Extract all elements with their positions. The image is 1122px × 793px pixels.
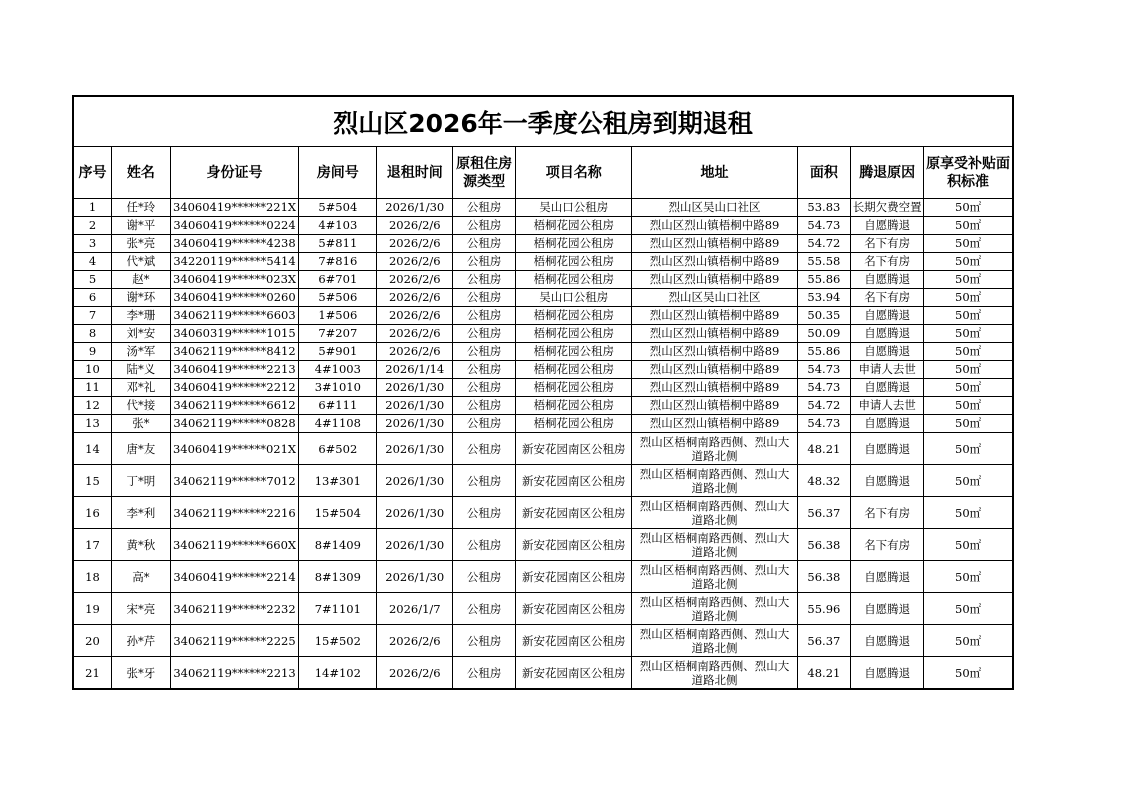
area-cell: 53.83 — [797, 199, 851, 217]
housing-type-cell: 公租房 — [453, 379, 516, 397]
name-cell: 陆*义 — [111, 361, 170, 379]
move-out-date-cell: 2026/2/6 — [377, 235, 453, 253]
housing-type-cell: 公租房 — [453, 561, 516, 593]
housing-type-cell: 公租房 — [453, 235, 516, 253]
name-cell: 唐*友 — [111, 433, 170, 465]
project-name-cell: 梧桐花园公租房 — [516, 253, 632, 271]
area-cell: 53.94 — [797, 289, 851, 307]
row-number: 17 — [73, 529, 111, 561]
subsidy-standard-cell: 50㎡ — [924, 361, 1013, 379]
area-cell: 55.86 — [797, 271, 851, 289]
row-number: 21 — [73, 657, 111, 690]
subsidy-standard-cell: 50㎡ — [924, 529, 1013, 561]
name-cell: 代*接 — [111, 397, 170, 415]
room-number-cell: 1#506 — [299, 307, 377, 325]
subsidy-standard-cell: 50㎡ — [924, 379, 1013, 397]
id-number-cell: 34060419******0224 — [170, 217, 299, 235]
room-number-cell: 5#506 — [299, 289, 377, 307]
id-number-cell: 34062119******2213 — [170, 657, 299, 690]
project-name-cell: 梧桐花园公租房 — [516, 343, 632, 361]
id-number-cell: 34060419******023X — [170, 271, 299, 289]
row-number: 10 — [73, 361, 111, 379]
table-row — [73, 217, 1013, 235]
column-header: 原租住房源类型 — [453, 147, 516, 199]
id-number-cell: 34062119******0828 — [170, 415, 299, 433]
table-row — [73, 465, 1013, 497]
address-cell: 烈山区烈山镇梧桐中路89 — [632, 379, 797, 397]
subsidy-standard-cell: 50㎡ — [924, 497, 1013, 529]
project-name-cell: 吴山口公租房 — [516, 199, 632, 217]
project-name-cell: 梧桐花园公租房 — [516, 379, 632, 397]
area-cell: 50.35 — [797, 307, 851, 325]
reason-cell: 自愿腾退 — [851, 379, 924, 397]
row-number: 14 — [73, 433, 111, 465]
housing-type-cell: 公租房 — [453, 361, 516, 379]
reason-cell: 自愿腾退 — [851, 307, 924, 325]
move-out-date-cell: 2026/1/30 — [377, 497, 453, 529]
housing-type-cell: 公租房 — [453, 217, 516, 235]
reason-cell: 名下有房 — [851, 497, 924, 529]
project-name-cell: 新安花园南区公租房 — [516, 625, 632, 657]
name-cell: 谢*环 — [111, 289, 170, 307]
room-number-cell: 15#502 — [299, 625, 377, 657]
housing-type-cell: 公租房 — [453, 397, 516, 415]
address-cell: 烈山区烈山镇梧桐中路89 — [632, 217, 797, 235]
id-number-cell: 34060419******021X — [170, 433, 299, 465]
project-name-cell: 新安花园南区公租房 — [516, 497, 632, 529]
name-cell: 邓*礼 — [111, 379, 170, 397]
row-number: 12 — [73, 397, 111, 415]
id-number-cell: 34220119******5414 — [170, 253, 299, 271]
move-out-date-cell: 2026/1/30 — [377, 465, 453, 497]
table-row — [73, 625, 1013, 657]
project-name-cell: 新安花园南区公租房 — [516, 657, 632, 690]
table-row — [73, 343, 1013, 361]
move-out-date-cell: 2026/1/30 — [377, 415, 453, 433]
subsidy-standard-cell: 50㎡ — [924, 561, 1013, 593]
reason-cell: 自愿腾退 — [851, 433, 924, 465]
name-cell: 汤*军 — [111, 343, 170, 361]
area-cell: 48.21 — [797, 433, 851, 465]
address-cell: 烈山区烈山镇梧桐中路89 — [632, 415, 797, 433]
room-number-cell: 7#816 — [299, 253, 377, 271]
reason-cell: 自愿腾退 — [851, 325, 924, 343]
rental-table — [72, 95, 1014, 690]
housing-type-cell: 公租房 — [453, 307, 516, 325]
table-row — [73, 235, 1013, 253]
move-out-date-cell: 2026/2/6 — [377, 343, 453, 361]
area-cell: 55.58 — [797, 253, 851, 271]
subsidy-standard-cell: 50㎡ — [924, 465, 1013, 497]
project-name-cell: 梧桐花园公租房 — [516, 361, 632, 379]
subsidy-standard-cell: 50㎡ — [924, 307, 1013, 325]
table-row — [73, 593, 1013, 625]
table-row — [73, 361, 1013, 379]
address-cell: 烈山区梧桐南路西侧、烈山大道路北侧 — [632, 433, 797, 465]
column-header: 退租时间 — [377, 147, 453, 199]
area-cell: 55.86 — [797, 343, 851, 361]
row-number: 20 — [73, 625, 111, 657]
reason-cell: 名下有房 — [851, 253, 924, 271]
address-cell: 烈山区烈山镇梧桐中路89 — [632, 271, 797, 289]
name-cell: 张*牙 — [111, 657, 170, 690]
area-cell: 56.37 — [797, 625, 851, 657]
table-row — [73, 657, 1013, 690]
reason-cell: 自愿腾退 — [851, 465, 924, 497]
address-cell: 烈山区梧桐南路西侧、烈山大道路北侧 — [632, 497, 797, 529]
id-number-cell: 34060419******2214 — [170, 561, 299, 593]
spreadsheet — [72, 95, 1014, 690]
area-cell: 54.73 — [797, 361, 851, 379]
subsidy-standard-cell: 50㎡ — [924, 253, 1013, 271]
housing-type-cell: 公租房 — [453, 253, 516, 271]
move-out-date-cell: 2026/1/30 — [377, 433, 453, 465]
subsidy-standard-cell: 50㎡ — [924, 217, 1013, 235]
row-number: 4 — [73, 253, 111, 271]
name-cell: 任*玲 — [111, 199, 170, 217]
table-row — [73, 497, 1013, 529]
row-number: 11 — [73, 379, 111, 397]
name-cell: 代*斌 — [111, 253, 170, 271]
reason-cell: 名下有房 — [851, 235, 924, 253]
id-number-cell: 34060319******1015 — [170, 325, 299, 343]
move-out-date-cell: 2026/2/6 — [377, 325, 453, 343]
room-number-cell: 6#111 — [299, 397, 377, 415]
name-cell: 李*珊 — [111, 307, 170, 325]
subsidy-standard-cell: 50㎡ — [924, 657, 1013, 690]
address-cell: 烈山区梧桐南路西侧、烈山大道路北侧 — [632, 625, 797, 657]
subsidy-standard-cell: 50㎡ — [924, 199, 1013, 217]
table-body — [73, 199, 1013, 690]
name-cell: 宋*亮 — [111, 593, 170, 625]
project-name-cell: 新安花园南区公租房 — [516, 529, 632, 561]
move-out-date-cell: 2026/1/30 — [377, 529, 453, 561]
address-cell: 烈山区梧桐南路西侧、烈山大道路北侧 — [632, 465, 797, 497]
area-cell: 48.21 — [797, 657, 851, 690]
column-header: 序号 — [73, 147, 111, 199]
table-row — [73, 271, 1013, 289]
move-out-date-cell: 2026/1/30 — [377, 561, 453, 593]
subsidy-standard-cell: 50㎡ — [924, 397, 1013, 415]
area-cell: 56.37 — [797, 497, 851, 529]
area-cell: 56.38 — [797, 529, 851, 561]
move-out-date-cell: 2026/2/6 — [377, 289, 453, 307]
name-cell: 谢*平 — [111, 217, 170, 235]
address-cell: 烈山区烈山镇梧桐中路89 — [632, 253, 797, 271]
project-name-cell: 新安花园南区公租房 — [516, 465, 632, 497]
subsidy-standard-cell: 50㎡ — [924, 289, 1013, 307]
name-cell: 张*亮 — [111, 235, 170, 253]
subsidy-standard-cell: 50㎡ — [924, 593, 1013, 625]
column-header: 身份证号 — [170, 147, 299, 199]
room-number-cell: 3#1010 — [299, 379, 377, 397]
room-number-cell: 13#301 — [299, 465, 377, 497]
id-number-cell: 34060419******2212 — [170, 379, 299, 397]
room-number-cell: 6#701 — [299, 271, 377, 289]
reason-cell: 自愿腾退 — [851, 415, 924, 433]
address-cell: 烈山区烈山镇梧桐中路89 — [632, 235, 797, 253]
subsidy-standard-cell: 50㎡ — [924, 625, 1013, 657]
project-name-cell: 梧桐花园公租房 — [516, 307, 632, 325]
row-number: 6 — [73, 289, 111, 307]
reason-cell: 自愿腾退 — [851, 657, 924, 690]
housing-type-cell: 公租房 — [453, 657, 516, 690]
name-cell: 刘*安 — [111, 325, 170, 343]
housing-type-cell: 公租房 — [453, 465, 516, 497]
column-header: 面积 — [797, 147, 851, 199]
table-row — [73, 307, 1013, 325]
table-row — [73, 379, 1013, 397]
move-out-date-cell: 2026/2/6 — [377, 271, 453, 289]
page-title: 烈山区2026年一季度公租房到期退租 — [73, 96, 1013, 147]
table-row — [73, 433, 1013, 465]
table-row — [73, 325, 1013, 343]
housing-type-cell: 公租房 — [453, 529, 516, 561]
project-name-cell: 梧桐花园公租房 — [516, 415, 632, 433]
id-number-cell: 34060419******221X — [170, 199, 299, 217]
housing-type-cell: 公租房 — [453, 433, 516, 465]
area-cell: 54.72 — [797, 235, 851, 253]
room-number-cell: 6#502 — [299, 433, 377, 465]
address-cell: 烈山区吴山口社区 — [632, 289, 797, 307]
table-row — [73, 199, 1013, 217]
housing-type-cell: 公租房 — [453, 593, 516, 625]
move-out-date-cell: 2026/1/14 — [377, 361, 453, 379]
id-number-cell: 34062119******6612 — [170, 397, 299, 415]
name-cell: 黄*秋 — [111, 529, 170, 561]
id-number-cell: 34062119******7012 — [170, 465, 299, 497]
reason-cell: 申请人去世 — [851, 397, 924, 415]
row-number: 7 — [73, 307, 111, 325]
column-header: 腾退原因 — [851, 147, 924, 199]
reason-cell: 申请人去世 — [851, 361, 924, 379]
project-name-cell: 新安花园南区公租房 — [516, 561, 632, 593]
housing-type-cell: 公租房 — [453, 625, 516, 657]
column-header: 房间号 — [299, 147, 377, 199]
name-cell: 李*利 — [111, 497, 170, 529]
row-number: 2 — [73, 217, 111, 235]
column-header: 项目名称 — [516, 147, 632, 199]
row-number: 8 — [73, 325, 111, 343]
housing-type-cell: 公租房 — [453, 199, 516, 217]
room-number-cell: 4#1003 — [299, 361, 377, 379]
address-cell: 烈山区烈山镇梧桐中路89 — [632, 343, 797, 361]
subsidy-standard-cell: 50㎡ — [924, 325, 1013, 343]
name-cell: 孙*芹 — [111, 625, 170, 657]
project-name-cell: 吴山口公租房 — [516, 289, 632, 307]
move-out-date-cell: 2026/2/6 — [377, 253, 453, 271]
subsidy-standard-cell: 50㎡ — [924, 433, 1013, 465]
table-row — [73, 561, 1013, 593]
id-number-cell: 34062119******2216 — [170, 497, 299, 529]
table-row — [73, 397, 1013, 415]
project-name-cell: 梧桐花园公租房 — [516, 325, 632, 343]
name-cell: 丁*明 — [111, 465, 170, 497]
housing-type-cell: 公租房 — [453, 497, 516, 529]
reason-cell: 长期欠费空置 — [851, 199, 924, 217]
project-name-cell: 新安花园南区公租房 — [516, 433, 632, 465]
table-row — [73, 289, 1013, 307]
area-cell: 48.32 — [797, 465, 851, 497]
room-number-cell: 14#102 — [299, 657, 377, 690]
room-number-cell: 5#811 — [299, 235, 377, 253]
id-number-cell: 34062119******8412 — [170, 343, 299, 361]
move-out-date-cell: 2026/2/6 — [377, 307, 453, 325]
reason-cell: 名下有房 — [851, 529, 924, 561]
project-name-cell: 梧桐花园公租房 — [516, 397, 632, 415]
column-header: 原享受补贴面积标准 — [924, 147, 1013, 199]
area-cell: 54.72 — [797, 397, 851, 415]
table-row — [73, 415, 1013, 433]
project-name-cell: 梧桐花园公租房 — [516, 235, 632, 253]
subsidy-standard-cell: 50㎡ — [924, 235, 1013, 253]
room-number-cell: 15#504 — [299, 497, 377, 529]
address-cell: 烈山区梧桐南路西侧、烈山大道路北侧 — [632, 593, 797, 625]
subsidy-standard-cell: 50㎡ — [924, 343, 1013, 361]
reason-cell: 自愿腾退 — [851, 343, 924, 361]
room-number-cell: 7#207 — [299, 325, 377, 343]
id-number-cell: 34062119******2232 — [170, 593, 299, 625]
name-cell: 赵* — [111, 271, 170, 289]
subsidy-standard-cell: 50㎡ — [924, 415, 1013, 433]
room-number-cell: 8#1309 — [299, 561, 377, 593]
project-name-cell: 梧桐花园公租房 — [516, 271, 632, 289]
housing-type-cell: 公租房 — [453, 343, 516, 361]
housing-type-cell: 公租房 — [453, 415, 516, 433]
reason-cell: 自愿腾退 — [851, 625, 924, 657]
address-cell: 烈山区吴山口社区 — [632, 199, 797, 217]
id-number-cell: 34062119******660X — [170, 529, 299, 561]
room-number-cell: 4#103 — [299, 217, 377, 235]
table-row — [73, 529, 1013, 561]
housing-type-cell: 公租房 — [453, 271, 516, 289]
area-cell: 54.73 — [797, 415, 851, 433]
row-number: 1 — [73, 199, 111, 217]
row-number: 3 — [73, 235, 111, 253]
table-row — [73, 253, 1013, 271]
column-header: 姓名 — [111, 147, 170, 199]
move-out-date-cell: 2026/1/30 — [377, 397, 453, 415]
address-cell: 烈山区烈山镇梧桐中路89 — [632, 307, 797, 325]
room-number-cell: 8#1409 — [299, 529, 377, 561]
address-cell: 烈山区烈山镇梧桐中路89 — [632, 397, 797, 415]
id-number-cell: 34060419******2213 — [170, 361, 299, 379]
row-number: 15 — [73, 465, 111, 497]
room-number-cell: 5#504 — [299, 199, 377, 217]
reason-cell: 自愿腾退 — [851, 271, 924, 289]
move-out-date-cell: 2026/2/6 — [377, 217, 453, 235]
area-cell: 50.09 — [797, 325, 851, 343]
address-cell: 烈山区烈山镇梧桐中路89 — [632, 361, 797, 379]
room-number-cell: 7#1101 — [299, 593, 377, 625]
move-out-date-cell: 2026/1/30 — [377, 379, 453, 397]
housing-type-cell: 公租房 — [453, 325, 516, 343]
row-number: 9 — [73, 343, 111, 361]
row-number: 19 — [73, 593, 111, 625]
address-cell: 烈山区梧桐南路西侧、烈山大道路北侧 — [632, 657, 797, 690]
area-cell: 54.73 — [797, 217, 851, 235]
move-out-date-cell: 2026/2/6 — [377, 625, 453, 657]
address-cell: 烈山区梧桐南路西侧、烈山大道路北侧 — [632, 529, 797, 561]
room-number-cell: 5#901 — [299, 343, 377, 361]
name-cell: 张* — [111, 415, 170, 433]
reason-cell: 自愿腾退 — [851, 217, 924, 235]
header-row — [73, 147, 1013, 199]
area-cell: 55.96 — [797, 593, 851, 625]
row-number: 13 — [73, 415, 111, 433]
move-out-date-cell: 2026/2/6 — [377, 657, 453, 690]
area-cell: 54.73 — [797, 379, 851, 397]
reason-cell: 名下有房 — [851, 289, 924, 307]
move-out-date-cell: 2026/1/7 — [377, 593, 453, 625]
id-number-cell: 34062119******2225 — [170, 625, 299, 657]
address-cell: 烈山区烈山镇梧桐中路89 — [632, 325, 797, 343]
column-header: 地址 — [632, 147, 797, 199]
id-number-cell: 34060419******4238 — [170, 235, 299, 253]
housing-type-cell: 公租房 — [453, 289, 516, 307]
project-name-cell: 梧桐花园公租房 — [516, 217, 632, 235]
id-number-cell: 34062119******6603 — [170, 307, 299, 325]
subsidy-standard-cell: 50㎡ — [924, 271, 1013, 289]
row-number: 5 — [73, 271, 111, 289]
reason-cell: 自愿腾退 — [851, 593, 924, 625]
address-cell: 烈山区梧桐南路西侧、烈山大道路北侧 — [632, 561, 797, 593]
id-number-cell: 34060419******0260 — [170, 289, 299, 307]
area-cell: 56.38 — [797, 561, 851, 593]
room-number-cell: 4#1108 — [299, 415, 377, 433]
row-number: 18 — [73, 561, 111, 593]
row-number: 16 — [73, 497, 111, 529]
reason-cell: 自愿腾退 — [851, 561, 924, 593]
move-out-date-cell: 2026/1/30 — [377, 199, 453, 217]
project-name-cell: 新安花园南区公租房 — [516, 593, 632, 625]
name-cell: 高* — [111, 561, 170, 593]
